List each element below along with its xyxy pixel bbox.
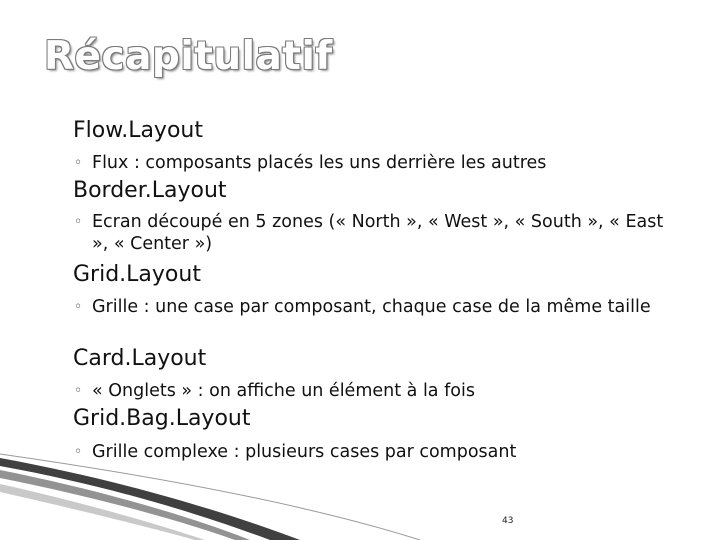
item-label: Flow.Layout — [73, 118, 203, 143]
sub-marker: ◦ — [74, 383, 83, 399]
sub-marker: ◦ — [74, 214, 83, 230]
sub-marker: ◦ — [74, 444, 83, 460]
page-number: 43 — [502, 516, 514, 526]
sub-item-text: Grille : une case par composant, chaque case de la même taille — [92, 297, 651, 317]
sub-item — [74, 380, 664, 402]
sub-item — [74, 152, 664, 174]
sub-item-text: Ecran découpé en 5 zones (« North », « West », « South », « East », « Center ») — [92, 212, 664, 254]
item-label: Grid.Layout — [73, 262, 201, 287]
sub-item-text: « Onglets » : on affiche un élément à la fois — [92, 381, 475, 401]
decorative-swoosh — [0, 440, 480, 540]
sub-item-text: Flux : composants placés les uns derrière les autres — [92, 153, 547, 173]
sub-marker: ◦ — [74, 155, 83, 171]
slide-title: Récapitulatif — [44, 34, 333, 79]
item-label: Card.Layout — [73, 346, 207, 371]
sub-item — [74, 211, 664, 255]
sub-item — [74, 296, 664, 318]
sub-marker: ◦ — [74, 299, 83, 315]
sub-item-text: Grille complexe : plusieurs cases par composant — [92, 442, 517, 462]
item-label: Border.Layout — [73, 178, 227, 203]
item-label: Grid.Bag.Layout — [73, 406, 251, 431]
